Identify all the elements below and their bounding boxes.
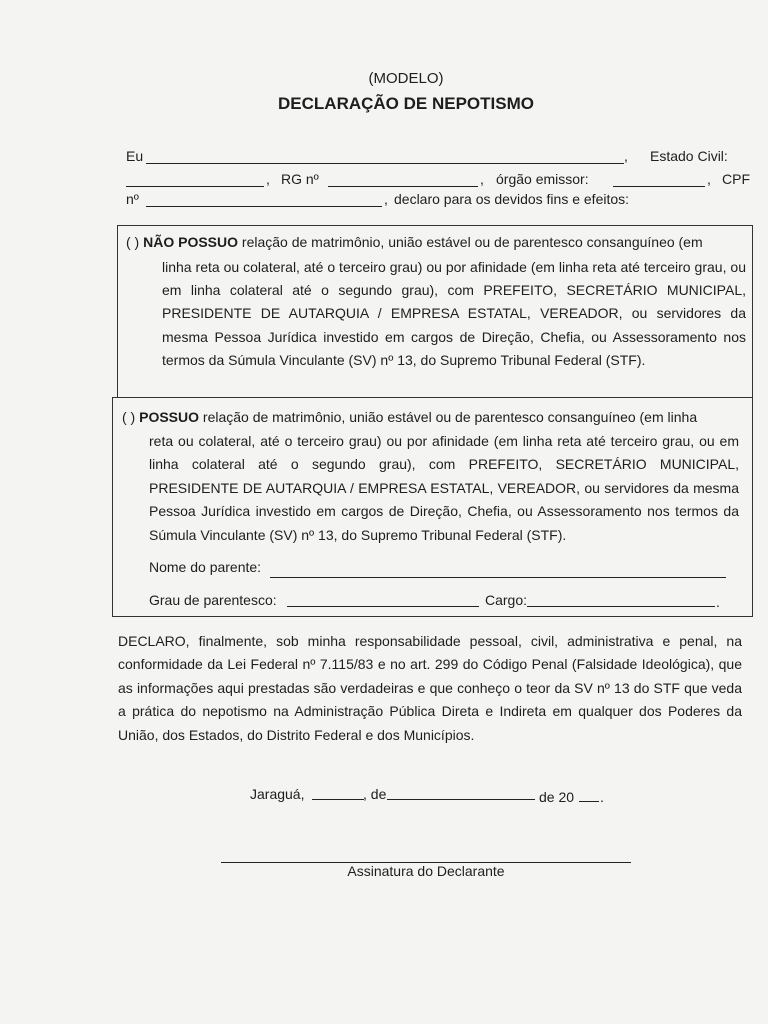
- grau-parentesco-field[interactable]: [287, 606, 479, 607]
- city-label: Jaraguá,: [250, 786, 305, 802]
- declaro-text: declaro para os devidos fins e efeitos:: [394, 191, 630, 207]
- cargo-label: Cargo:: [485, 592, 528, 608]
- identification-row-3: nº , declaro para os devidos fins e efeitos:: [126, 191, 630, 207]
- nao-possuo-first-line-text: relação de matrimônio, união estável ou de parentesco consanguíneo (em: [241, 234, 703, 250]
- checkbox-possuo[interactable]: ( ): [122, 409, 136, 425]
- identification-row-2: , RG nº , órgão emissor: , CPF: [126, 171, 748, 191]
- de-label-2: de 20: [539, 789, 575, 805]
- de-label-1: , de: [363, 786, 387, 802]
- day-field[interactable]: [312, 799, 364, 800]
- name-field[interactable]: [146, 148, 624, 164]
- eu-label: Eu: [126, 148, 144, 164]
- cargo-field[interactable]: [527, 606, 715, 607]
- cpf-field[interactable]: [146, 191, 382, 207]
- rg-field[interactable]: [328, 171, 478, 187]
- option-nao-possuo-first-line: [126, 231, 746, 254]
- document-title: DECLARAÇÃO DE NEPOTISMO: [278, 94, 534, 113]
- no-label: nº: [126, 191, 139, 207]
- signature-label: Assinatura do Declarante: [347, 863, 505, 879]
- grau-parentesco-label: Grau de parentesco:: [149, 592, 277, 608]
- nome-parente-label: Nome do parente:: [149, 559, 262, 575]
- nome-parente-field[interactable]: [270, 577, 726, 578]
- checkbox-nao-possuo[interactable]: ( ): [126, 234, 140, 250]
- declaration-form-page: (MODELO) DECLARAÇÃO DE NEPOTISMO Eu , Estado Civil: , RG nº , órgão emissor: , CPF nº , declaro para os devidos fins e efeitos: ( ) NÃO POSSUO relação de matrimônio, união estável ou de parentesco consanguíneo (em linha reta ou colateral, até o terceiro grau) ou por afinidade (em linha reta até terceiro grau, ou em linha colateral até o segundo grau), com PREFEITO, SECRETÁRIO MUNICIPAL, PRESIDENTE DE AUTARQUIA / EMPRESA ESTATAL, VEREADOR, ou servidores da mesma Pessoa Jurídica investido em cargos de Direção, Chefia, ou Assessoramento nos termos da Súmula Vinculante (SV) nº 13, do Supremo Tribunal Federal (STF). ( ) POSSUO relação de matrimônio, união estável ou de parentesco consanguíneo (em linha reta ou colateral, até o terceiro grau) ou por afinidade (em linha reta até terceiro grau, ou em linha colateral até o segundo grau), com PREFEITO, SECRETÁRIO MUNICIPAL, PRESIDENTE DE AUTARQUIA / EMPRESA ESTATAL, VEREADOR, ou servidores da mesma Pessoa Jurídica investido em cargos de Direção, Chefia, ou Assessoramento nos termos da Súmula Vinculante (SV) nº 13, do Supremo Tribunal Federal (STF). Nome do parente: Grau de parentesco: Cargo: . DECLARO, finalmente, sob minha responsabilidade pessoal, civil, administrativa e penal, na conformidade da Lei Federal nº 7.115/83 e no art. 299 do Código Penal (Falsidade Ideológica), que as informações aqui prestadas são verdadeiras e que conheço o teor da SV nº 13 do STF que veda a prática do nepotismo na Administração Pública Direta e Indireta em qualquer dos Poderes da União, dos Estados, do Distrito Federal e dos Municípios. Jaraguá, , de de 20 . Assinatura do Declarante: [0, 0, 768, 1024]
- identification-row-1: Eu , Estado Civil:: [126, 148, 728, 164]
- orgao-emissor-label: órgão emissor:: [496, 171, 589, 187]
- nao-possuo-label: NÃO POSSUO: [143, 234, 239, 250]
- estado-civil-label: Estado Civil:: [650, 148, 728, 164]
- orgao-emissor-field[interactable]: [613, 171, 705, 187]
- cpf-label: CPF: [722, 171, 750, 187]
- option-nao-possuo-text: linha reta ou colateral, até o terceiro grau) ou por afinidade (em linha reta até terceiro grau, ou em linha colateral até o segundo grau), com PREFEITO, SECRETÁRIO MUNICIPAL, PRESIDENTE DE AUTARQUIA / EMPRESA ESTATAL, VEREADOR, ou servidores da mesma Pessoa Jurídica investido em cargos de Direção, Chefia, ou Assessoramento nos termos da Súmula Vinculante (SV) nº 13, do Supremo Tribunal Federal (STF).: [162, 259, 746, 368]
- month-field[interactable]: [387, 799, 535, 800]
- possuo-label: POSSUO: [139, 409, 200, 425]
- option-possuo-first-line: [122, 406, 746, 429]
- estado-civil-field[interactable]: [126, 171, 264, 187]
- year-field[interactable]: [579, 801, 599, 802]
- model-label: (MODELO): [368, 70, 444, 87]
- rg-label: RG nº: [281, 171, 319, 187]
- declaration-paragraph: DECLARO, finalmente, sob minha responsabilidade pessoal, civil, administrativa e penal, na conformidade da Lei Federal nº 7.115/83 e no art. 299 do Código Penal (Falsidade Ideológica), que as informações aqui prestadas são verdadeiras e que conheço o teor da SV nº 13 do STF que veda a prática do nepotismo na Administração Pública Direta e Indireta em qualquer dos Poderes da União, dos Estados, do Distrito Federal e dos Municípios.: [118, 633, 742, 743]
- possuo-first-line-text: relação de matrimônio, união estável ou de parentesco consanguíneo (em linha: [202, 409, 698, 425]
- option-possuo-text: reta ou colateral, até o terceiro grau) ou por afinidade (em linha reta até terceiro grau, ou em linha colateral até o segundo grau), com PREFEITO, SECRETÁRIO MUNICIPAL, PRESIDENTE DE AUTARQUIA / EMPRESA ESTATAL, VEREADOR, ou servidores da mesma Pessoa Jurídica investido em cargos de Direção, Chefia, ou Assessoramento nos termos da Súmula Vinculante (SV) nº 13, do Supremo Tribunal Federal (STF).: [149, 433, 739, 543]
